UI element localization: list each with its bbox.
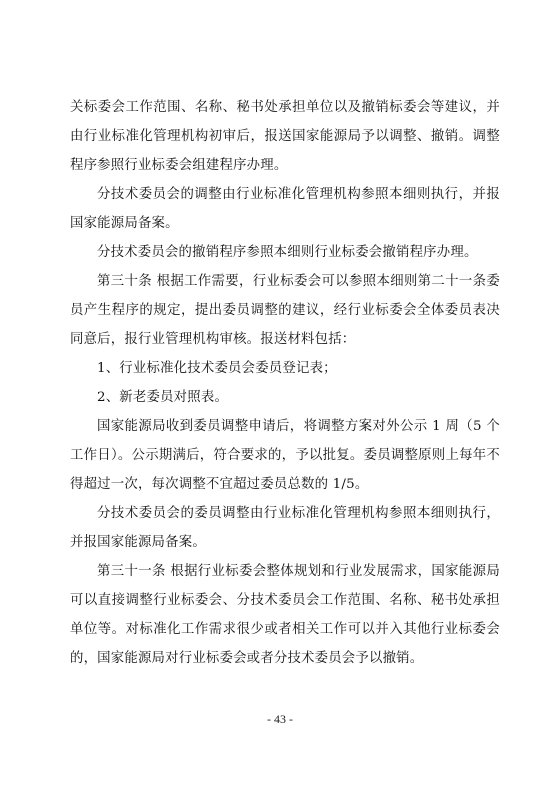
list-item-member-comparison: 2、新老委员对照表。 <box>97 390 229 405</box>
page-number: - 43 - <box>267 712 293 726</box>
list-item-registration-form: 1、行业标准化技术委员会委员登记表； <box>97 361 337 376</box>
paragraph-article-31: 第三十一条 根据行业标委会整体规划和行业发展需求，国家能源局可以直接调整行业标委会、分技术委员会工作范围、名称、秘书处承担单位等。对标准化工作需求很少或者相关工作可以并入其他行业标委会的，国家能源局对行业标委会或者分技术委员会予以撤销。 <box>70 564 500 666</box>
paragraph-subcommittee-member-adjustment: 分技术委员会的委员调整由行业标准化管理机构参照本细则执行，并报国家能源局备案。 <box>70 506 500 550</box>
paragraph-subcommittee-revocation: 分技术委员会的撤销程序参照本细则行业标委会撤销程序办理。 <box>97 245 478 260</box>
document-body <box>70 93 500 673</box>
paragraph-article-30: 第三十条 根据工作需要，行业标委会可以参照本细则第二十一条委员产生程序的规定，提出委员调整的建议，经行业标委会全体委员表决同意后，报行业管理机构审核。报送材料包括： <box>70 274 500 347</box>
paragraph-publicity-period: 国家能源局收到委员调整申请后，将调整方案对外公示 1 周（5 个工作日）。公示期满后，符合要求的，予以批复。委员调整原则上每年不得超过一次，每次调整不宜超过委员总数的 1/5。 <box>70 419 500 492</box>
paragraph-subcommittee-adjustment: 分技术委员会的调整由行业标准化管理机构参照本细则执行，并报国家能源局备案。 <box>70 187 500 231</box>
paragraph-continuation: 关标委会工作范围、名称、秘书处承担单位以及撤销标委会等建议，并由行业标准化管理机构初审后，报送国家能源局予以调整、撤销。调整程序参照行业标委会组建程序办理。 <box>70 100 500 173</box>
